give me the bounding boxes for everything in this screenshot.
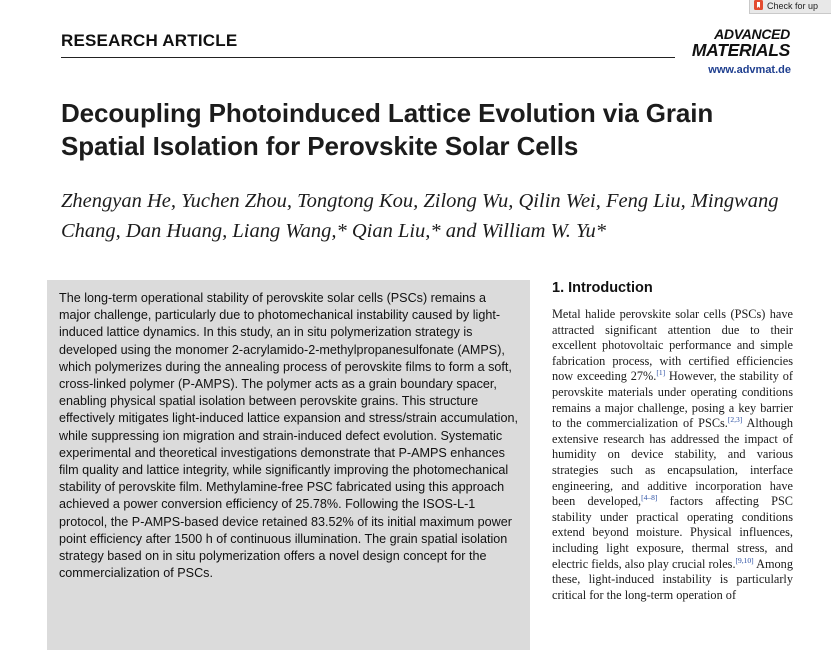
citation-ref[interactable]: [1]: [656, 368, 666, 378]
citation-ref[interactable]: [9,10]: [735, 555, 754, 565]
journal-logo-line2: MATERIALS: [691, 40, 790, 58]
citation-ref[interactable]: [2,3]: [727, 415, 743, 425]
intro-text-segment: Among these, light-induced instability is particularly critical for the long-term operation of: [552, 556, 793, 602]
section-label: RESEARCH ARTICLE: [61, 31, 238, 50]
journal-logo: [676, 26, 791, 58]
check-for-updates-badge[interactable]: [749, 0, 831, 14]
abstract-box: [47, 280, 530, 650]
introduction-body: [552, 307, 793, 603]
abstract-text: The long-term operational stability of perovskite solar cells (PSCs) remains a major challenge, particularly due to photomechanical instability caused by light-induced lattice dynamics. In this study, an in situ polymerization strategy is developed using the monomer 2-acrylamido-2-methylpropanesulfonate (AMPS), which polymerizes during the annealing process of perovskite films to form a soft, cross-linked polymer (P-AMPS). The polymer acts as a grain boundary spacer, enabling physical spatial isolation between perovskite grains. This structure effectively mitigates light-induced lattice expansion and stress/strain accumulation, while suppressing ion migration and strain-induced defect evolution. Systematic experimental and theoretical investigations demonstrate that P-AMPS enhances film quality and lattice integrity, while significantly improving the photomechanical stability of perovskite film. Methylamine-free PSC fabricated using this approach achieved a power conversion efficiency of 25.78%. Following the ISOS-L-1 protocol, the P-AMPS-based device retained 83.52% of its initial maximum power point efficiency after 1500 h of continuous illumination. The grain spatial isolation strategy based on in situ polymerization offers a novel design concept for the commercialization of PSCs.: [59, 291, 518, 581]
journal-url-link[interactable]: www.advmat.de: [708, 64, 791, 76]
intro-text-segment: Metal halide perovskite solar cells (PSCs) have attracted significant attention due to their excellent photovoltaic performance and simple fabrication process, with certified efficiencies now exceeding 27%.: [552, 307, 793, 384]
intro-text-segment: However, the stability of perovskite materials under operating conditions remains a major challenge, posing a key barrier to the commercialization of PSCs.: [552, 369, 793, 431]
intro-text-segment: Although extensive research has addressed the impact of humidity on device stability, and various strategies such as encapsulation, interface engineering, and additive incorporation have been developed,: [552, 416, 793, 509]
introduction-heading: 1. Introduction: [552, 280, 653, 296]
citation-ref[interactable]: [4–8]: [641, 493, 658, 503]
check-for-updates-label: Check for up: [767, 1, 819, 11]
article-title: Decoupling Photoinduced Lattice Evolution via Grain Spatial Isolation for Perovskite Solar Cells: [61, 98, 714, 161]
journal-logo-line1: ADVANCED: [714, 26, 790, 42]
header-divider: [61, 57, 675, 58]
intro-text-segment: factors affecting PSC stability under practical operating conditions extend beyond moisture. Physical influences, including light exposure, thermal stress, and electric fields, also play crucial roles.: [552, 494, 793, 571]
bookmark-icon: [754, 0, 763, 10]
author-list: Zhengyan He, Yuchen Zhou, Tongtong Kou, Zilong Wu, Qilin Wei, Feng Liu, Mingwang Chang, Dan Huang, Liang Wang,* Qian Liu,* and William W. Yu*: [61, 190, 779, 242]
